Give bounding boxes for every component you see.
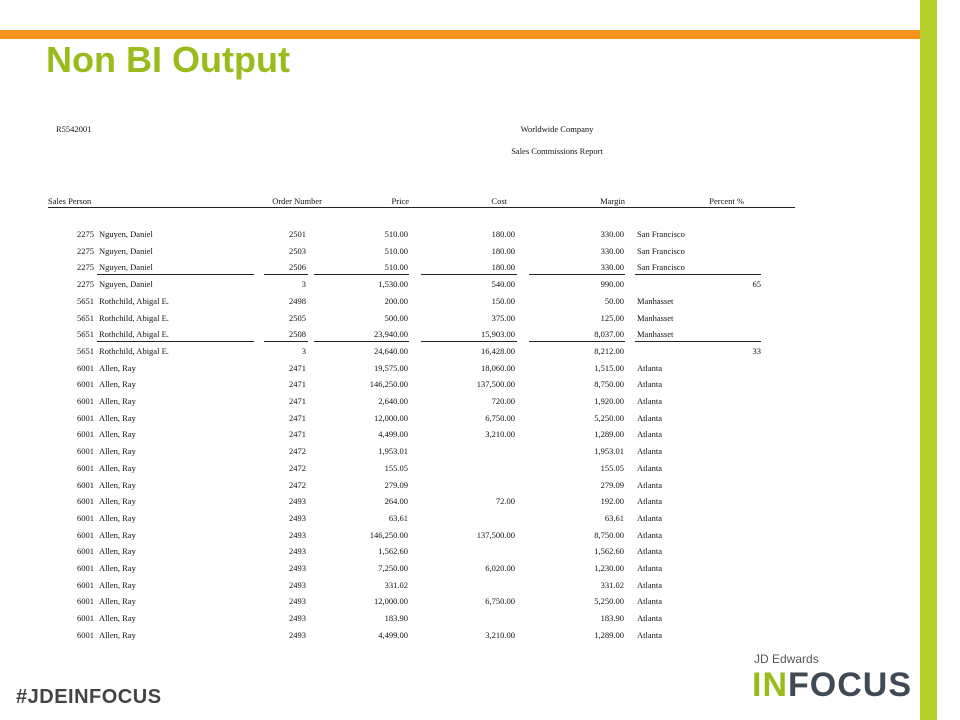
header-price: Price xyxy=(391,196,409,206)
cell-city: Atlanta xyxy=(637,563,663,573)
cell-margin: 8,750.00 xyxy=(594,529,624,540)
cell-percent: 33 xyxy=(752,345,761,356)
cell-order: 2493 xyxy=(289,629,306,640)
cell-id: 6001 xyxy=(77,579,94,590)
cell-price: 2,640.00 xyxy=(378,396,408,406)
cell-price: 155.05 xyxy=(384,462,408,473)
cell-city: Atlanta xyxy=(637,362,663,373)
cell-order: 2508 xyxy=(289,329,306,340)
cell-name: Allen, Ray xyxy=(99,479,136,490)
cell-cost: 137,500.00 xyxy=(476,529,515,540)
cell-price: 146,250.00 xyxy=(369,379,408,390)
cell-name: Rothchild, Abigal E. xyxy=(99,312,169,323)
cell-city: Atlanta xyxy=(637,629,663,640)
cell-price: 500.00 xyxy=(384,312,408,323)
cell-name: Allen, Ray xyxy=(99,579,136,590)
cell-cost: 375.00 xyxy=(491,312,515,323)
cell-name: Allen, Ray xyxy=(99,429,136,440)
cell-order: 2498 xyxy=(289,295,306,306)
cell-price: 331.02 xyxy=(384,579,408,590)
report-title: Sales Commissions Report xyxy=(511,146,603,156)
cell-order: 2493 xyxy=(289,512,306,523)
cell-price: 12,000.00 xyxy=(374,412,408,423)
cell-cost: 6,750.00 xyxy=(485,412,515,423)
cell-cost: 6,750.00 xyxy=(485,596,515,607)
cell-order: 2471 xyxy=(289,429,306,440)
cell-price: 183.90 xyxy=(384,613,408,624)
cell-price: 63.61 xyxy=(388,512,408,523)
cell-name: Nguyen, Daniel xyxy=(99,279,153,290)
header-cost: Cost xyxy=(491,196,507,206)
table-row xyxy=(0,226,920,242)
cell-margin: 50.00 xyxy=(604,295,624,306)
brand-infocus-logo xyxy=(752,663,912,707)
cell-name: Allen, Ray xyxy=(99,546,136,557)
cell-name: Allen, Ray xyxy=(99,362,136,373)
cell-city: Atlanta xyxy=(637,579,663,590)
cell-city: Atlanta xyxy=(637,396,663,406)
cell-margin: 125.00 xyxy=(600,312,624,323)
cell-id: 6001 xyxy=(77,629,94,640)
cell-name: Allen, Ray xyxy=(99,396,136,406)
cell-name: Allen, Ray xyxy=(99,512,136,523)
table-row xyxy=(0,343,920,359)
cell-price: 1,530.00 xyxy=(378,279,408,290)
table-row xyxy=(0,610,920,626)
cell-name: Allen, Ray xyxy=(99,613,136,624)
cell-price: 4,499.00 xyxy=(378,429,408,440)
cell-city: Manhasset xyxy=(637,329,674,340)
table-row xyxy=(0,426,920,442)
cell-id: 6001 xyxy=(77,596,94,607)
cell-margin: 1,515.00 xyxy=(594,362,624,373)
cell-order: 2501 xyxy=(289,229,306,239)
cell-city: San Francisco xyxy=(637,229,685,239)
cell-city: Atlanta xyxy=(637,613,663,624)
cell-id: 6001 xyxy=(77,412,94,423)
cell-order: 2493 xyxy=(289,579,306,590)
header-sales-person: Sales Person xyxy=(48,196,92,206)
cell-city: San Francisco xyxy=(637,262,685,273)
cell-city: Atlanta xyxy=(637,546,663,557)
cell-id: 2275 xyxy=(77,245,94,256)
table-row xyxy=(0,310,920,326)
table-row xyxy=(0,393,920,409)
table-row xyxy=(0,560,920,576)
cell-name: Nguyen, Daniel xyxy=(99,229,153,239)
cell-name: Allen, Ray xyxy=(99,629,136,640)
cell-name: Allen, Ray xyxy=(99,446,136,457)
cell-order: 2472 xyxy=(289,446,306,457)
cell-id: 5651 xyxy=(77,295,94,306)
cell-order: 3 xyxy=(301,345,306,356)
header-order-number: Order Number xyxy=(272,196,322,206)
table-row xyxy=(0,460,920,476)
cell-price: 7,250.00 xyxy=(378,563,408,573)
cell-id: 6001 xyxy=(77,479,94,490)
cell-id: 5651 xyxy=(77,312,94,323)
cell-order: 2506 xyxy=(289,262,306,273)
cell-price: 279.09 xyxy=(384,479,408,490)
cell-cost: 72.00 xyxy=(495,496,515,507)
cell-id: 5651 xyxy=(77,329,94,340)
cell-margin: 1,562.60 xyxy=(594,546,624,557)
cell-id: 2275 xyxy=(77,229,94,239)
cell-order: 2493 xyxy=(289,596,306,607)
cell-city: Atlanta xyxy=(637,512,663,523)
cell-name: Allen, Ray xyxy=(99,496,136,507)
cell-name: Nguyen, Daniel xyxy=(99,245,153,256)
cell-price: 12,000.00 xyxy=(374,596,408,607)
cell-id: 2275 xyxy=(77,262,94,273)
cell-price: 24,640.00 xyxy=(374,345,408,356)
cell-margin: 331.02 xyxy=(600,579,624,590)
cell-price: 1,953.01 xyxy=(378,446,408,457)
cell-price: 510.00 xyxy=(384,229,408,239)
cell-price: 200.00 xyxy=(384,295,408,306)
cell-city: Atlanta xyxy=(637,596,663,607)
cell-order: 2471 xyxy=(289,379,306,390)
cell-name: Allen, Ray xyxy=(99,529,136,540)
header-margin: Margin xyxy=(600,196,625,206)
table-row xyxy=(0,243,920,259)
cell-margin: 990.00 xyxy=(600,279,624,290)
cell-id: 2275 xyxy=(77,279,94,290)
cell-cost: 180.00 xyxy=(491,229,515,239)
green-accent-bar xyxy=(920,0,937,720)
cell-cost: 150.00 xyxy=(491,295,515,306)
table-row xyxy=(0,493,920,509)
cell-margin: 155.05 xyxy=(600,462,624,473)
cell-order: 2493 xyxy=(289,546,306,557)
cell-price: 23,940.00 xyxy=(374,329,408,340)
cell-margin: 1,920.00 xyxy=(594,396,624,406)
table-row xyxy=(0,593,920,609)
cell-city: Manhasset xyxy=(637,312,674,323)
cell-city: Atlanta xyxy=(637,412,663,423)
cell-id: 6001 xyxy=(77,546,94,557)
cell-order: 2471 xyxy=(289,362,306,373)
table-row xyxy=(0,510,920,526)
cell-id: 6001 xyxy=(77,396,94,406)
cell-cost: 180.00 xyxy=(491,245,515,256)
cell-margin: 1,289.00 xyxy=(594,629,624,640)
cell-cost: 720.00 xyxy=(491,396,515,406)
cell-margin: 1,953.01 xyxy=(594,446,624,457)
cell-margin: 5,250.00 xyxy=(594,412,624,423)
cell-price: 146,250.00 xyxy=(369,529,408,540)
header-percent: Percent % xyxy=(709,196,744,206)
cell-id: 6001 xyxy=(77,379,94,390)
cell-margin: 330.00 xyxy=(600,229,624,239)
cell-order: 2493 xyxy=(289,563,306,573)
cell-id: 6001 xyxy=(77,563,94,573)
table-row xyxy=(0,276,920,292)
cell-order: 2503 xyxy=(289,245,306,256)
hashtag: #JDEINFOCUS xyxy=(16,686,162,708)
cell-margin: 192.00 xyxy=(600,496,624,507)
cell-name: Allen, Ray xyxy=(99,596,136,607)
table-row xyxy=(0,293,920,309)
cell-margin: 1,289.00 xyxy=(594,429,624,440)
cell-cost: 16,428.00 xyxy=(481,345,515,356)
cell-margin: 63.61 xyxy=(604,512,624,523)
cell-cost: 3,210.00 xyxy=(485,429,515,440)
cell-cost: 540.00 xyxy=(491,279,515,290)
table-row xyxy=(0,326,920,342)
cell-id: 6001 xyxy=(77,462,94,473)
cell-city: Atlanta xyxy=(637,529,663,540)
table-row xyxy=(0,376,920,392)
cell-city: Atlanta xyxy=(637,379,663,390)
cell-id: 6001 xyxy=(77,512,94,523)
cell-name: Allen, Ray xyxy=(99,563,136,573)
cell-percent: 65 xyxy=(752,279,761,290)
cell-price: 264.00 xyxy=(384,496,408,507)
cell-city: Atlanta xyxy=(637,446,663,457)
cell-id: 6001 xyxy=(77,446,94,457)
cell-city: Atlanta xyxy=(637,496,663,507)
cell-margin: 8,750.00 xyxy=(594,379,624,390)
cell-margin: 5,250.00 xyxy=(594,596,624,607)
cell-margin: 8,037.00 xyxy=(594,329,624,340)
cell-cost: 6,020.00 xyxy=(485,563,515,573)
report-id: R5542001 xyxy=(56,124,92,134)
cell-price: 1,562.60 xyxy=(378,546,408,557)
cell-id: 6001 xyxy=(77,496,94,507)
header-rule xyxy=(48,207,795,208)
cell-id: 6001 xyxy=(77,429,94,440)
cell-price: 4,499.00 xyxy=(378,629,408,640)
cell-order: 2493 xyxy=(289,529,306,540)
cell-name: Rothchild, Abigal E. xyxy=(99,329,169,340)
cell-margin: 183.90 xyxy=(600,613,624,624)
cell-order: 3 xyxy=(301,279,306,290)
cell-cost: 3,210.00 xyxy=(485,629,515,640)
cell-order: 2505 xyxy=(289,312,306,323)
cell-margin: 330.00 xyxy=(600,245,624,256)
cell-cost: 137,500.00 xyxy=(476,379,515,390)
cell-order: 2471 xyxy=(289,396,306,406)
brand-in: IN xyxy=(752,666,788,704)
cell-city: San Francisco xyxy=(637,245,685,256)
cell-margin: 1,230.00 xyxy=(594,563,624,573)
cell-id: 5651 xyxy=(77,345,94,356)
table-row xyxy=(0,577,920,593)
cell-id: 6001 xyxy=(77,529,94,540)
cell-city: Manhasset xyxy=(637,295,674,306)
cell-margin: 8,212.00 xyxy=(594,345,624,356)
slide-title: Non BI Output xyxy=(46,39,290,80)
cell-margin: 330.00 xyxy=(600,262,624,273)
cell-name: Nguyen, Daniel xyxy=(99,262,153,273)
table-row xyxy=(0,259,920,275)
cell-price: 510.00 xyxy=(384,262,408,273)
cell-order: 2493 xyxy=(289,496,306,507)
cell-order: 2472 xyxy=(289,479,306,490)
cell-id: 6001 xyxy=(77,613,94,624)
cell-name: Rothchild, Abigal E. xyxy=(99,295,169,306)
cell-name: Allen, Ray xyxy=(99,379,136,390)
cell-city: Atlanta xyxy=(637,429,663,440)
table-row xyxy=(0,477,920,493)
cell-name: Allen, Ray xyxy=(99,412,136,423)
cell-cost: 18,060.00 xyxy=(481,362,515,373)
table-row xyxy=(0,410,920,426)
table-row xyxy=(0,360,920,376)
table-row xyxy=(0,543,920,559)
cell-margin: 279.09 xyxy=(600,479,624,490)
cell-name: Allen, Ray xyxy=(99,462,136,473)
report-company: Worldwide Company xyxy=(520,124,594,134)
cell-city: Atlanta xyxy=(637,479,663,490)
cell-price: 19,575.00 xyxy=(374,362,408,373)
cell-id: 6001 xyxy=(77,362,94,373)
cell-cost: 15,903.00 xyxy=(481,329,515,340)
brand-jd-edwards: JD Edwards xyxy=(754,652,819,666)
cell-city: Atlanta xyxy=(637,462,663,473)
cell-order: 2471 xyxy=(289,412,306,423)
table-row xyxy=(0,443,920,459)
cell-name: Rothchild, Abigal E. xyxy=(99,345,169,356)
table-row xyxy=(0,627,920,643)
cell-order: 2493 xyxy=(289,613,306,624)
table-row xyxy=(0,527,920,543)
cell-price: 510.00 xyxy=(384,245,408,256)
cell-cost: 180.00 xyxy=(491,262,515,273)
brand-focus: FOCUS xyxy=(788,666,912,704)
cell-order: 2472 xyxy=(289,462,306,473)
